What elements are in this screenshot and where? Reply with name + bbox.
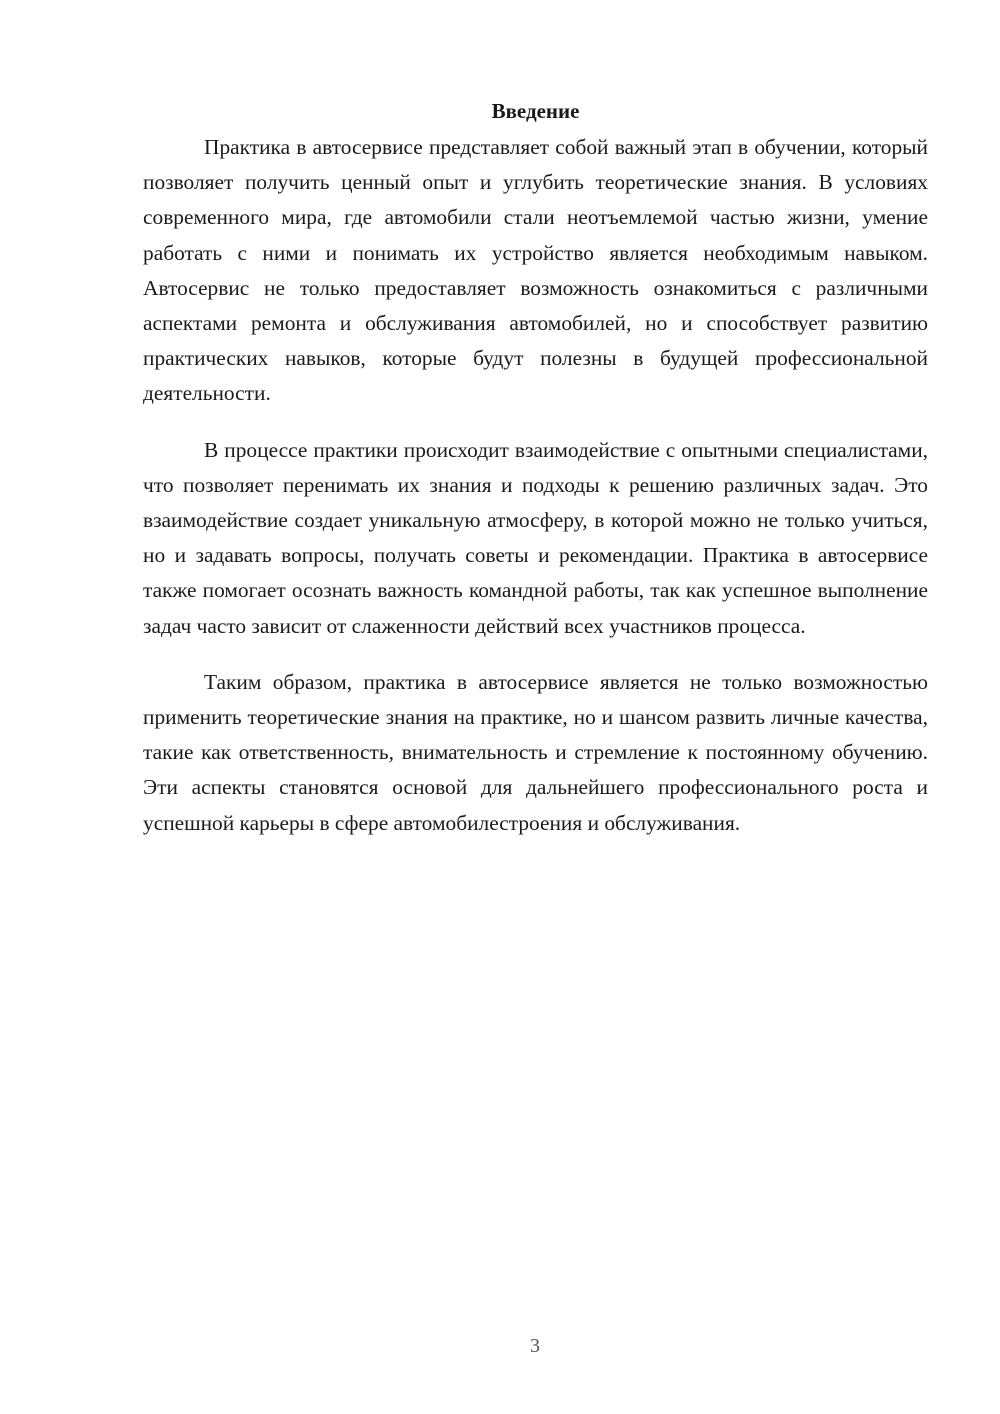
paragraph-2: В процессе практики происходит взаимодействие с опытными специалистами, что позволяет перенимать их знания и подходы к решению различных задач. Это взаимодействие создает уникальную атмосферу, в которой можно не только учиться, но и задавать вопросы, получать советы и рекомендации. Практика в автосервисе также помогает осознать важность командной работы, так как успешное выполнение задач часто зависит от слаженности действий всех участников процесса. <box>143 437 928 638</box>
page-number-footer <box>72 1334 1000 1358</box>
page-content <box>143 96 928 862</box>
paragraph-1: Практика в автосервисе представляет собой важный этап в обучении, который позволяет получить ценный опыт и углубить теоретические знания. В условиях современного мира, где автомобили стали неотъемлемой частью жизни, умение работать с ними и понимать их устройство является необходимым навыком. Автосервис не только предоставляет возможность ознакомиться с различными аспектами ремонта и обслуживания автомобилей, но и способствует развитию практических навыков, которые будут полезны в будущей профессиональной деятельности. <box>143 135 928 406</box>
page-number: 3 <box>530 1335 540 1357</box>
paragraph-3: Таким образом, практика в автосервисе является не только возможностью применить теоретические знания на практике, но и шансом развить личные качества, такие как ответственность, внимательность и стремление к постоянному обучению. Эти аспекты становятся основой для дальнейшего профессионального роста и успешной карьеры в сфере автомобилестроения и обслуживания. <box>143 669 928 835</box>
section-heading: Введение <box>491 99 580 123</box>
